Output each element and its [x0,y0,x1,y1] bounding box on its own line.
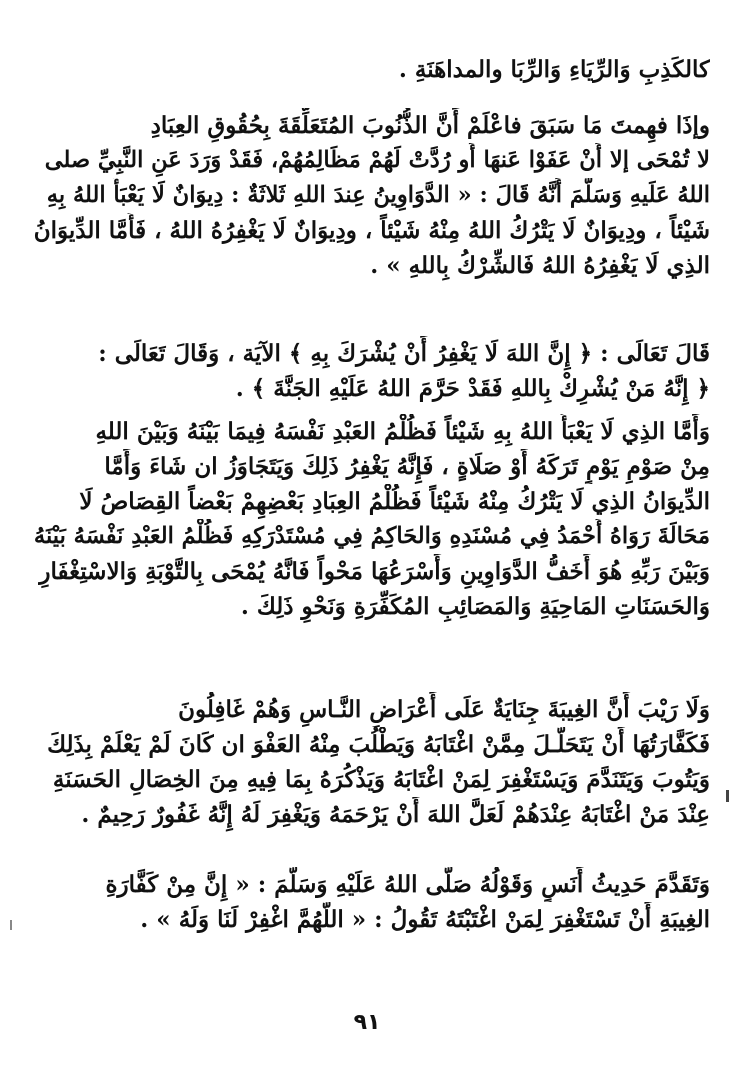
paragraph-5 [34,692,710,832]
text-line: مَحَالَةَ رَوَاهُ أَحْمَدُ فِي مُسْنَدِهِ وَالحَاكِمُ فِي مُسْتَدْرَكِهِ فَظُلْمُ العَبْدِ نَفْسَهُ بَيْنَهُ [34,523,710,549]
text-line: ﴿ إِنَّهُ مَنْ يُشْرِكْ بِاللهِ فَقَدْ حَرَّمَ اللهُ عَلَيْهِ الجَنَّةَ ﴾ . [235,375,710,402]
text-line: الذِي لَا يَغْفِرُهُ اللهُ فَالشِّرْكُ بِاللهِ » . [370,252,710,279]
text-line: وَالحَسَنَاتِ المَاحِيَةِ وَالمَصَائِبِ المُكَفِّرَةِ وَنَحْوِ ذَلِكَ . [240,593,710,620]
text-line: وَتَقَدَّمَ حَدِيثُ أَنَسٍ وَقَوْلُهُ صَلَّى اللهُ عَلَيْهِ وَسَلَّمَ : « إِنَّ مِنْ كَفَّارَةِ [105,871,710,898]
paragraph-4 [34,414,710,624]
paragraph-2 [34,108,710,283]
paragraph-3 [34,336,710,406]
page-number: ٩١ [353,1010,381,1035]
text-line: اللهُ عَلَيهِ وَسَلَّمَ أَنَّهُ قَالَ : « الدَّوَاوِينُ عِندَ اللهِ ثَلاثَةٌ : دِيوَانٌ لَا يَعْبَأُ اللهُ بِهِ [46,182,710,208]
text-line: عِنْدَ مَنْ اغْتَابَهُ عِنْدَهُمْ لَعَلَّ اللهَ أَنْ يَرْحَمَهُ وَيَغْفِرَ لَهُ إِنَّهُ غَفُورٌ رَحِيمٌ . [81,801,710,828]
text-line: مِنْ صَوْمِ يَوْمٍ تَرَكَهُ أَوْ صَلَاةٍ ، فَإِنَّهُ يَغْفِرُ ذَلِكَ وَيَتَجَاوَزُ ان شَاءَ وَأَمَّا [104,453,710,480]
text-line: وإذَا فهِمتَ مَا سَبَقَ فاعْلَمْ أَنَّ الذُّنُوبَ المُتَعَلِّقَةَ بِحُقُوقِ العِبَادِ [150,112,710,139]
text-line: قَالَ تَعَالَى : ﴿ إِنَّ اللهَ لَا يَغْفِرُ أَنْ يُشْرَكَ بِهِ ﴾ الآيَة ، وَقَالَ تَعَالَى : [98,340,710,367]
text-line: الدِّيوَانُ الذِي لَا يَتْرُكُ مِنْهُ شَيْئاً فَظُلْمُ العِبَادِ بَعْضِهِمْ بَعْضاً القِصَاصُ لَا [79,488,710,515]
text-line: وَبَيْنَ رَبِّهِ هُوَ أَخَفُّ الدَّوَاوِينِ وَأَسْرَعُهَا مَحْواً فَانَّهُ يُمْحَى بِالتَّوْبَةِ وَالاسْتِغْفَارِ [39,558,710,585]
text-line: وَيَتُوبَ وَيَتَنَدَّمَ وَيَسْتَغْفِرَ لِمَنْ اغْتَابَهُ وَيَذْكُرَهُ بِمَا فِيهِ مِنَ الخِصَالِ الحَسَنَةِ [52,766,710,793]
scan-margin-mark [10,920,12,930]
text-line: الغِيبَةِ أَنْ تَسْتَغْفِرَ لِمَنْ اغْتَبْتَهُ تَقُولُ : « اللَّهُمَّ اغْفِرْ لَنَا وَلَهُ » . [140,906,710,933]
text-line: فَكَفَّارَتُهَا أَنْ يَتَحَلَّـلَ مِمَّنْ اغْتَابَهُ وَيَطْلُبَ مِنْهُ العَفْوَ ان كَانَ لَمْ يَعْلَمْ بِذَلِكَ [47,731,710,758]
paragraph-1 [34,52,710,87]
text-line: لا تُمْحَى إلا أَنْ عَفَوْا عَنهَا أَو رُدَّتْ لَهُمْ مَظَالِمُهُمْ، فَقَدْ وَرَدَ عَنِ النَّبِيِّ صلى [44,147,710,173]
scan-margin-mark [726,790,729,802]
paragraph-6 [34,867,710,937]
text-line: وَأَمَّا الذِي لَا يَعْبَأُ اللهُ بِهِ شَيْئاً فَظُلْمُ العَبْدِ نَفْسَهُ فِيمَا بَيْنَهُ وَبَيْنَ اللهِ [95,418,710,445]
text-line: شَيْئاً ، ودِيوَانٌ لَا يَتْرُكُ اللهُ مِنْهُ شَيْئاً ، ودِيوَانٌ لَا يَغْفِرُهُ اللهُ ، فَأَمَّا الدِّيوَانُ [34,217,710,244]
text-line: كالكَذِبِ وَالرِّيَاءِ وَالرِّبَا والمداهَنَةِ . [398,56,710,83]
text-line: وَلَا رَيْبَ أَنَّ الغِيبَةَ جِنَايَةٌ عَلَى أَعْرَاضِ النَّـاسِ وَهُمْ غَافِلُونَ [178,696,710,723]
